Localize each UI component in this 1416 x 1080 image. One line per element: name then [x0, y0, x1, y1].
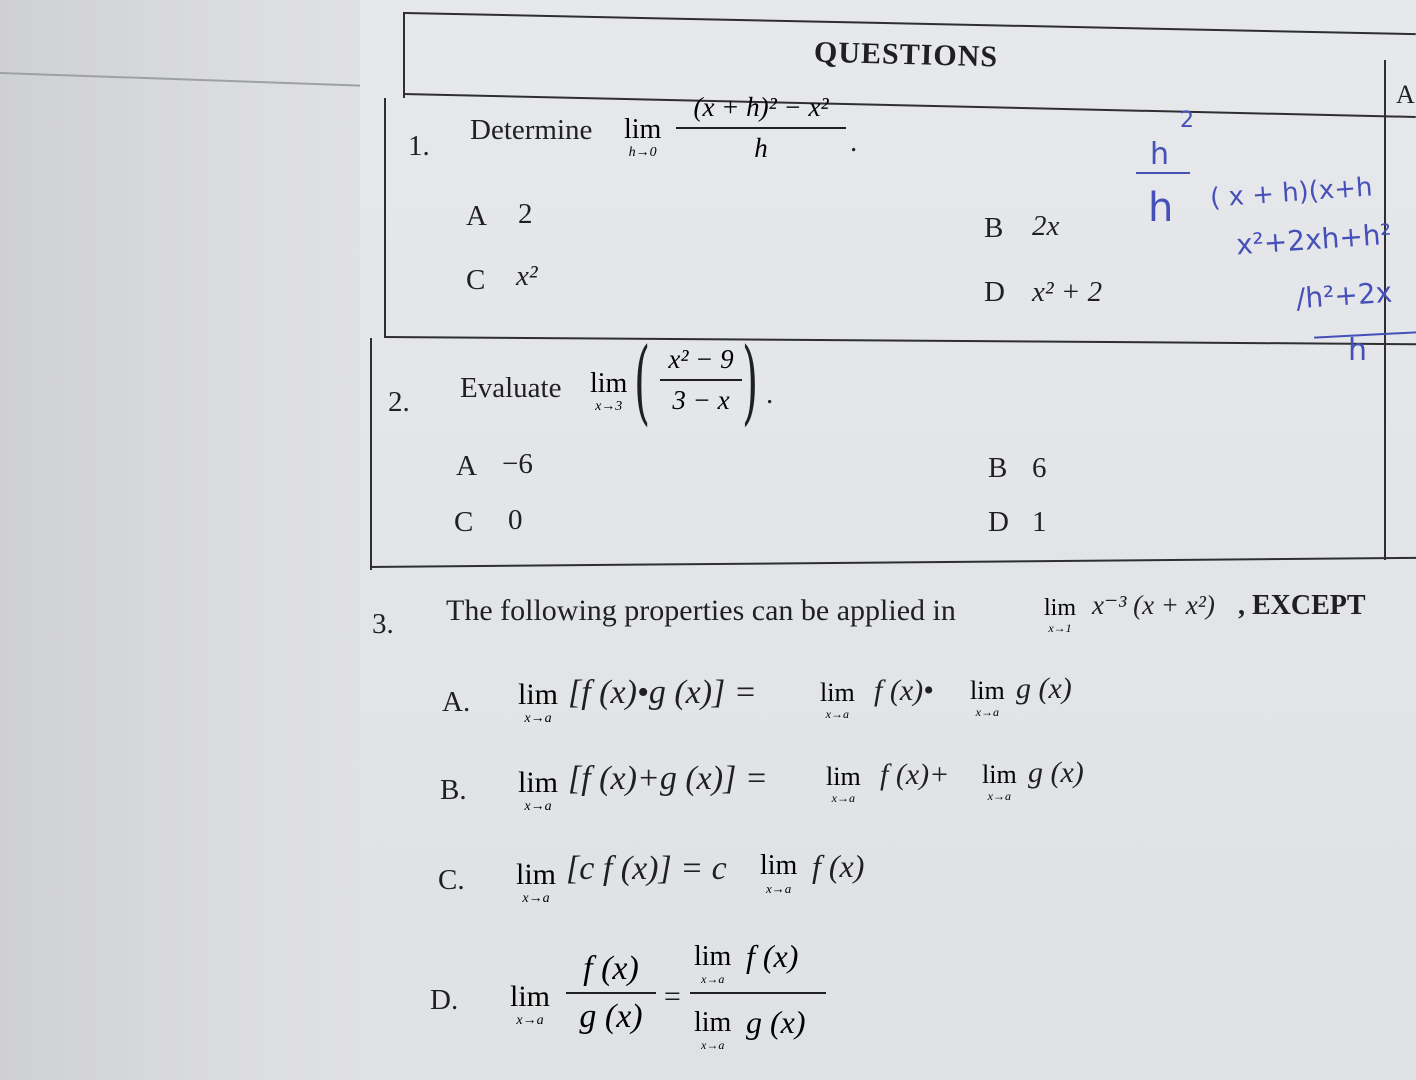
- q3-suffix: , EXCEPT: [1238, 590, 1366, 621]
- page-edge-line: [0, 72, 400, 88]
- left-border-2: [384, 98, 386, 338]
- q3-d-fraction-right: [690, 938, 826, 1052]
- q3-a-rhs: f (x)•: [874, 674, 934, 707]
- q3-a-lim-word-2: lim: [820, 678, 855, 707]
- q3-a-lim-3: [970, 678, 1005, 718]
- q3-a-lim-sub-3: x→a: [975, 705, 999, 719]
- q3-b-lim-sub-2: x→a: [831, 791, 855, 805]
- q1-fraction: [676, 92, 846, 164]
- q3-lim-sub: x→1: [1048, 621, 1072, 635]
- q1-numerator: (x + h)² − x²: [693, 92, 829, 122]
- q3-c-lim-word-1: lim: [516, 858, 557, 891]
- q3-limit: [1044, 596, 1076, 634]
- q2-lim-word: lim: [590, 368, 628, 399]
- q3-d-fraction-bar: [566, 992, 656, 994]
- q3-d-denominator: g (x): [579, 998, 643, 1035]
- q3-d-lim-word-1: lim: [510, 980, 551, 1013]
- q3-b-lhs: [f (x)+g (x)] =: [568, 760, 768, 797]
- q3-option-c-letter: C.: [438, 864, 465, 896]
- q1-option-a-text: 2: [518, 198, 533, 230]
- handwriting-exponent: 2: [1180, 108, 1194, 133]
- q2-option-d-letter: D: [988, 506, 1009, 538]
- handwriting-line-4: h: [1348, 333, 1368, 368]
- q3-d-lim-word-3: lim: [694, 1007, 732, 1038]
- q2-number: 2.: [388, 386, 410, 418]
- q3-d-rden: g (x): [746, 1004, 806, 1040]
- q3-a-lim-word-3: lim: [970, 676, 1005, 705]
- q3-d-lim-sub-3: x→a: [701, 1038, 725, 1052]
- q3-d-rden-row: [690, 998, 826, 1052]
- q3-c-lhs: [c f (x)] = c: [566, 850, 727, 887]
- q1-option-c-text: x²: [516, 260, 538, 292]
- q3-c-rhs: f (x): [812, 848, 865, 884]
- q3-number: 3.: [372, 608, 394, 640]
- q2-option-c-text: 0: [508, 504, 523, 536]
- q3-expression: x⁻³ (x + x²): [1092, 590, 1215, 620]
- q1-fraction-bar: [676, 127, 846, 129]
- q2-limit: [590, 370, 627, 414]
- q3-a-lim-2: [820, 680, 855, 720]
- q2-option-c-letter: C: [454, 506, 474, 538]
- q3-a-lhs: [f (x)•g (x)] =: [568, 674, 757, 711]
- q2-numerator: x² − 9: [668, 344, 734, 374]
- q1-prompt: Determine: [470, 114, 593, 146]
- q3-option-b-letter: B.: [440, 774, 467, 806]
- q3-d-lim-sub-2: x→a: [701, 972, 725, 986]
- q3-d-lim-word-2: lim: [694, 941, 732, 972]
- answer-col-border: [1384, 60, 1386, 560]
- q3-option-d-letter: D.: [430, 984, 459, 1016]
- q3-lim-word: lim: [1044, 595, 1077, 621]
- q3-d-rnum: f (x): [746, 938, 799, 974]
- q3-option-a-letter: A.: [442, 686, 471, 718]
- q3-d-equals: =: [662, 980, 683, 1013]
- q2-period: .: [766, 378, 774, 410]
- q3-b-lim-word-1: lim: [518, 766, 559, 799]
- q2-fraction-bar: [660, 379, 742, 381]
- q2-prompt: Evaluate: [460, 372, 562, 404]
- q1-option-d-letter: D: [984, 276, 1005, 308]
- q1-denominator: h: [754, 133, 768, 163]
- q1-lim-word: lim: [624, 114, 662, 145]
- q1-number: 1.: [408, 130, 430, 162]
- q3-c-lim-sub-1: x→a: [522, 891, 550, 906]
- q3-b-lim-word-3: lim: [982, 760, 1017, 789]
- q3-d-lim-sub-1: x→a: [516, 1013, 544, 1028]
- q3-a-lim-sub-1: x→a: [524, 711, 552, 726]
- q2-option-b-letter: B: [988, 452, 1008, 484]
- q2-option-a-letter: A: [456, 450, 477, 482]
- q3-b-lim-3: [982, 762, 1017, 802]
- question-paper: [360, 0, 1416, 1080]
- q3-b-rhs2: g (x): [1028, 756, 1084, 789]
- q3-prompt: The following properties can be applied in: [446, 594, 956, 627]
- q3-b-lim-sub-3: x→a: [987, 789, 1011, 803]
- handwriting-line-3: /h²+2x: [1294, 275, 1394, 316]
- q3-d-lim-1: [510, 982, 550, 1028]
- q2-right-paren: ): [742, 328, 759, 435]
- q3-d-rnum-row: [690, 938, 826, 988]
- q2-fraction: [660, 344, 742, 416]
- left-border-3: [370, 338, 372, 570]
- handwriting-line-2: x²+2xh+h²: [1235, 217, 1393, 262]
- handwriting-h-over: h: [1150, 137, 1170, 172]
- q3-c-lim-sub-2: x→a: [766, 881, 792, 896]
- q1-option-b-text: 2x: [1032, 210, 1060, 242]
- q1-period: .: [850, 126, 858, 158]
- answer-column-header: A: [1396, 80, 1415, 109]
- q2-lim-sub: x→3: [595, 399, 623, 414]
- q2-left-paren: (: [634, 328, 651, 435]
- q3-b-lim-sub-1: x→a: [524, 799, 552, 814]
- q1-option-b-letter: B: [984, 212, 1004, 244]
- q3-d-lim-2: [694, 938, 731, 985]
- q1-option-a-letter: A: [466, 200, 487, 232]
- q3-a-rhs2: g (x): [1016, 672, 1072, 705]
- q3-a-lim-word-1: lim: [518, 678, 559, 711]
- handwriting-fraction-line: [1136, 172, 1190, 174]
- q3-b-lim-2: [826, 764, 861, 804]
- q2-option-a-text: −6: [502, 448, 533, 480]
- q1-lim-sub: h→0: [628, 145, 657, 160]
- q3-a-lim-1: [518, 680, 558, 726]
- q1-option-c-letter: C: [466, 264, 486, 296]
- q1-limit: [624, 116, 661, 160]
- q2-option-b-text: 6: [1032, 452, 1047, 484]
- q3-d-numerator: f (x): [583, 950, 639, 987]
- page-title: QUESTIONS: [813, 35, 999, 74]
- handwriting-h: h: [1148, 185, 1174, 231]
- q3-b-lim-1: [518, 768, 558, 814]
- q3-a-lim-sub-2: x→a: [825, 707, 849, 721]
- q3-d-lim-3: [694, 1004, 731, 1051]
- q3-d-rfraction-bar: [690, 992, 826, 994]
- q3-b-lim-word-2: lim: [826, 762, 861, 791]
- q3-c-lim-2: [760, 852, 797, 895]
- q3-d-fraction-left: [566, 950, 656, 1036]
- q3-b-rhs: f (x)+: [880, 758, 950, 791]
- q2-denominator: 3 − x: [672, 385, 730, 415]
- left-page: [0, 0, 420, 1080]
- handwriting-line-1: ( x + h)(x+h: [1209, 172, 1374, 214]
- q2-option-d-text: 1: [1032, 506, 1047, 538]
- left-border: [403, 12, 405, 98]
- q3-c-lim-1: [516, 860, 556, 906]
- q1-option-d-text: x² + 2: [1032, 276, 1103, 308]
- q3-c-lim-word-2: lim: [760, 850, 798, 881]
